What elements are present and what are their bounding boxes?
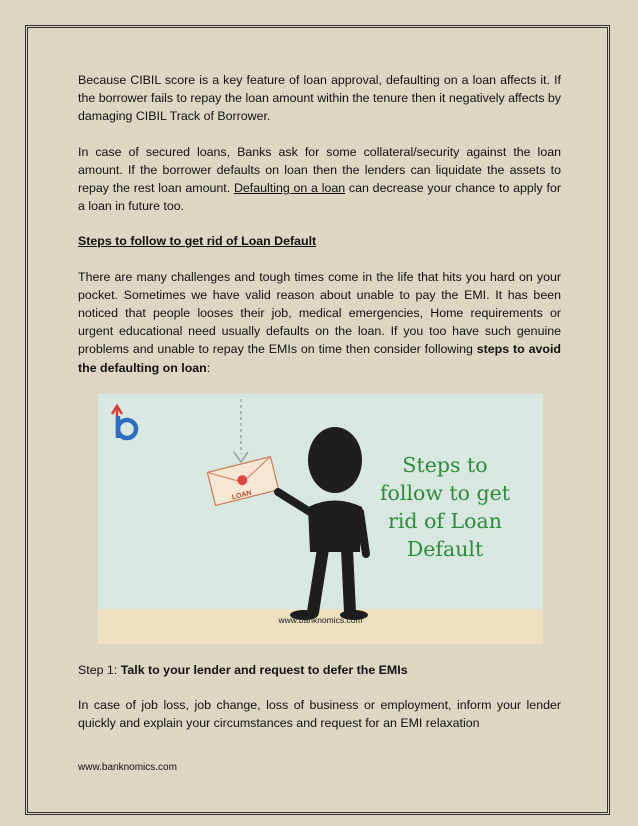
banner-title-line: Steps to: [402, 452, 488, 477]
footer-url: www.banknomics.com: [78, 762, 177, 773]
banner-image: [98, 394, 543, 644]
stick-figure-person-icon: [278, 427, 368, 620]
banner-title-line: follow to get: [379, 480, 511, 505]
paragraph-challenges-colon: :: [206, 360, 211, 375]
paragraph-challenges-bold: steps to avoid the defaulting on loan: [78, 342, 561, 375]
step-1-prefix: Step 1:: [78, 662, 121, 677]
paragraph-challenges: [78, 268, 561, 377]
section-heading: Steps to follow to get rid of Loan Default: [78, 234, 317, 249]
page-content: [78, 71, 561, 749]
paragraph-job-loss: [78, 696, 561, 732]
loan-document-label: LOAN: [231, 489, 253, 502]
step-1-title: Talk to your lender and request to defer the EMIs: [120, 662, 408, 677]
banknomics-logo-icon: [112, 406, 136, 438]
banner-url: www.banknomics.com: [278, 614, 363, 625]
paragraph-secured-text-end: can decrease your chance to apply for a loan in future too.: [78, 181, 561, 214]
document-page: [25, 25, 610, 815]
paragraph-secured-loans: [78, 143, 561, 216]
paragraph-cibil: [78, 71, 561, 126]
paragraph-cibil-text: Because CIBIL score is a key feature of loan approval, defaulting on a loan affects it. If the borrower fails to repay the loan amount within the tenure then it negatively affects by damaging CIBIL Track of Borrower.: [78, 73, 561, 124]
banner-title: [370, 451, 520, 563]
defaulting-on-loan-link[interactable]: Defaulting on a loan: [233, 181, 346, 196]
paragraph-secured-text: In case of secured loans, Banks ask for some collateral/security against the loan amount. If the borrower defaults on loan then the lenders can liquidate the assets to repay the rest loan amount.: [78, 144, 561, 196]
paragraph-job-loss-text: In case of job loss, job change, loss of business or employment, inform your lender quickly and explain your circumstances and request for an EMI relaxation: [78, 698, 561, 731]
paragraph-challenges-text: There are many challenges and tough times come in the life that hits you hard on your pocket. Sometimes we have valid reason about unable to pay the EMI. It has been noticed that people looses their job, medical emergencies, Home requirements or urgent educational need usually defaults on the loan. If you too have such genuine problems and unable to repay the EMIs on time then consider following: [78, 269, 561, 357]
banner-title-line: rid of Loan: [388, 508, 502, 533]
step-1-heading: [78, 661, 561, 679]
banner-title-line: Default: [406, 536, 484, 561]
